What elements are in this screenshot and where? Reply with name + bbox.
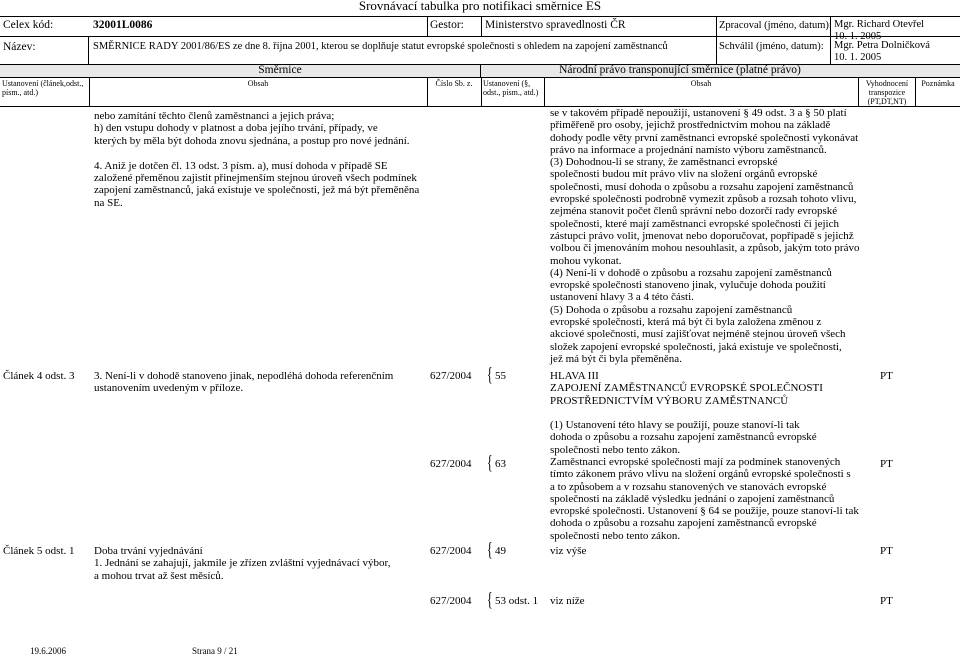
schvalil-value: Mgr. Petra Dolničková 10. 1. 2005	[834, 40, 930, 63]
row2-article: Článek 4 odst. 3	[3, 370, 75, 382]
section-brace-icon: {	[486, 364, 493, 386]
row5-sb: 627/2004	[430, 545, 472, 557]
row6-para: 53 odst. 1	[495, 595, 539, 607]
narodni-heading: Národní právo transponující směrnice (platné právo)	[559, 64, 801, 76]
col-obsah-cz: Obsah	[690, 79, 712, 88]
row5-cz-text: viz výše	[550, 545, 587, 557]
col-poznamka: Poznámka	[921, 79, 955, 88]
gestor-value: Ministerstvo spravedlnosti ČR	[485, 19, 626, 31]
row6-cz-text: viz níže	[550, 595, 585, 607]
col-ustanoveni: Ustanovení (článek,odst., písm., atd.)	[2, 79, 84, 97]
divider	[0, 77, 960, 78]
row2-eu-text: 3. Není-li v dohodě stanoveno jinak, nepodléhá dohoda referenčním ustanovením uvedeným v příloze.	[94, 370, 394, 395]
footer-page: Strana 9 / 21	[192, 646, 238, 656]
zpracoval-label: Zpracoval (jméno, datum):	[719, 20, 832, 31]
smernice-heading: Směrnice	[258, 64, 302, 76]
row6-sb: 627/2004	[430, 595, 472, 607]
row5-eval: PT	[880, 545, 893, 557]
nazev-value: SMĚRNICE RADY 2001/86/ES ze dne 8. října 2001, kterou se doplňuje statut evropské společnosti s ohledem na zapojení zaměstnanců	[93, 41, 668, 52]
row2-para: 55	[495, 370, 506, 382]
celex-value: 32001L0086	[93, 19, 153, 31]
row4-para: 63	[495, 458, 506, 470]
row2-eval: PT	[880, 370, 893, 382]
row3-cz-text: (1) Ustanovení této hlavy se použijí, pouze stanoví-li tak dohoda o způsobu a rozsahu zapojení zaměstnanců evropské společnosti nebo tento zákon.	[550, 419, 817, 456]
row2-sb: 627/2004	[430, 370, 472, 382]
col-ustanoveni-cz: Ustanovení (§, odst., písm., atd.)	[483, 79, 539, 97]
row5-para: 49	[495, 545, 506, 557]
col-vyhodnoceni: Vyhodnocení transpozice (PT,DT,NT)	[865, 79, 909, 106]
gestor-label: Gestor:	[430, 19, 464, 31]
row4-cz-text: Zaměstnanci evropské společnosti mají za podmínek stanovených tímto zákonem právo vlivu na složení orgánů evropské společnosti s a to způsobem a v rozsahu stanovených ve stanovách evropské společnosti na základě výsledku jednání o zapojení zaměstnanců evropské společnosti. Ustanovení § 64 se použije, pouze stanoví-li tak dohoda o způsobu a rozsahu zapojení zaměstnanců evropské společnosti nebo tento zákon.	[550, 456, 859, 542]
row5-eu-text: Doba trvání vyjednávání 1. Jednání se zahajují, jakmile je zřízen zvláštní vyjednávací výbor, a mohou trvat až šest měsíců.	[94, 545, 391, 582]
row4-sb: 627/2004	[430, 458, 472, 470]
section-brace-icon: {	[486, 452, 493, 474]
row1-cz-text: se v takovém případě nepoužijí, ustanovení § 49 odst. 3 a § 50 platí přiměřeně pro osoby, jejichž prostřednictvím mohou na základě dohody podle věty první zaměstnanci evropské společnosti vykonávat právo na informace a projednání namísto výboru zaměstnanců. (3) Dohodnou-li se strany, že zaměstnanci evropské společnosti budou mít právo vliv na složení orgánů evropské společnosti, musí dohoda o způsobu a rozsahu zapojení zaměstnanců evropské společnosti podrobně vymezit způsob a rozsah tohoto vlivu, zejména stanovit počet členů správní nebo dozorčí rady evropské společnosti, které mají zaměstnanci evropské společnosti či jejich zástupci právo volit, jmenovat nebo doporučovat, popřípadě s jejichž volbou či jmenováním mohou nesouhlasit, a způsob, jakým toto právo mohou vykonat. (4) Není-li v dohodě o způsobu a rozsahu zapojení zaměstnanců evropské společnosti stanoveno jinak, vylučuje dohoda použití ustanovení hlavy 3 a 4 této části. (5) Dohoda o způsobu a rozsahu zapojení zaměstnanců evropské společnosti, která má být či byla založena změnou z akciové společnosti, musí zajišťovat nejméně stejnou úroveň všech složek zapojení evropské společnosti, jaká existuje ve společnosti, jež má být či byla přeměněna.	[550, 107, 860, 365]
section-brace-icon: {	[486, 539, 493, 561]
divider	[0, 16, 960, 17]
page-title: Srovnávací tabulka pro notifikaci směrnice ES	[358, 0, 602, 13]
row5-article: Článek 5 odst. 1	[3, 545, 75, 557]
col-obsah: Obsah	[247, 79, 269, 88]
zpracoval-value: Mgr. Richard Otevřel 10. 1. 2005	[834, 19, 925, 42]
col-cislo: Číslo Sb. z.	[435, 79, 473, 88]
nazev-label: Název:	[3, 41, 36, 53]
row6-eval: PT	[880, 595, 893, 607]
schvalil-label: Schválil (jméno, datum):	[719, 41, 824, 52]
row2-cz-text: HLAVA III ZAPOJENÍ ZAMĚSTNANCŮ EVROPSKÉ SPOLEČNOSTI PROSTŘEDNICTVÍM VÝBORU ZAMĚSTNANCŮ	[550, 370, 823, 407]
section-brace-icon: {	[486, 589, 493, 611]
row4-eval: PT	[880, 458, 893, 470]
divider	[0, 36, 960, 37]
footer-date: 19.6.2006	[30, 646, 66, 656]
row1-eu-text: nebo zamítání těchto členů zaměstnanci a jejich práva; h) den vstupu dohody v platnost a doba jejího trvání, případy, ve kterých by měla být dohoda znovu sjednána, a postup pro nové jednání. 4. Aniž je dotčen čl. 13 odst. 3 písm. a), musí dohoda v případě SE založené přeměnou zajistit přinejmenším stejnou úroveň všech podmínek zapojení zaměstnanců, jaká existuje ve společnosti, jež má být přeměněna na SE.	[94, 110, 420, 209]
celex-label: Celex kód:	[3, 19, 54, 31]
